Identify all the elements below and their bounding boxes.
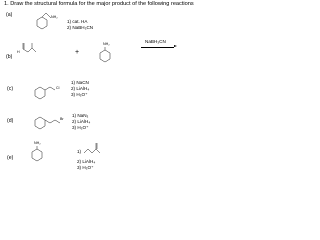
part-e-acyl-chloride-structure [82,141,124,157]
part-b-h-label: H [17,50,20,54]
part-e-nh2-label: NH₂ [34,141,41,145]
part-c-cl-label: Cl [56,86,60,90]
part-a-label: (a) [6,12,13,18]
part-e-label: (e) [7,155,14,161]
part-b-aldehyde-structure [16,42,46,62]
part-c-condition-3: 3) H₃O⁺ [71,92,88,97]
part-a-condition-2: 2) NaBH₃CN [67,25,94,30]
part-d-condition-1: 1) NaN₃ [72,113,89,118]
part-e-amine-structure [32,145,52,163]
part-b-nh2-label: NH₂ [103,42,110,46]
part-b-condition-1: NaBH₃CN [145,39,166,44]
part-c-condition-1: 1) NaCN [71,80,89,85]
part-d-condition-2: 2) LiAlH₄ [72,119,91,124]
part-b-aniline-structure [97,46,113,62]
part-c-label: (c) [7,86,14,92]
part-a-nh2-label: NH₂ [51,15,58,19]
part-d-label: (d) [7,118,14,124]
part-d-condition-3: 3) H₃O⁺ [72,125,89,130]
part-e-condition-2: 2) LiAlH₄ [77,159,96,164]
part-c-condition-2: 2) LiAlH₄ [71,86,90,91]
part-b-arrow [141,47,174,48]
part-c-structure [32,84,70,100]
plus-sign: + [75,49,80,56]
question-title: 1. Draw the structural formula for the major product of the following reactions [4,1,194,7]
part-d-structure [32,114,72,130]
part-d-br-label: Br [60,117,64,121]
part-b-label: (b) [6,54,13,60]
part-e-condition-3: 3) H₃O⁺ [77,165,94,170]
part-e-condition-1: 1) [77,149,82,154]
part-a-condition-1: 1) cat. HA [67,19,88,24]
part-b-arrowhead [174,45,177,47]
part-a-structure [34,12,64,30]
